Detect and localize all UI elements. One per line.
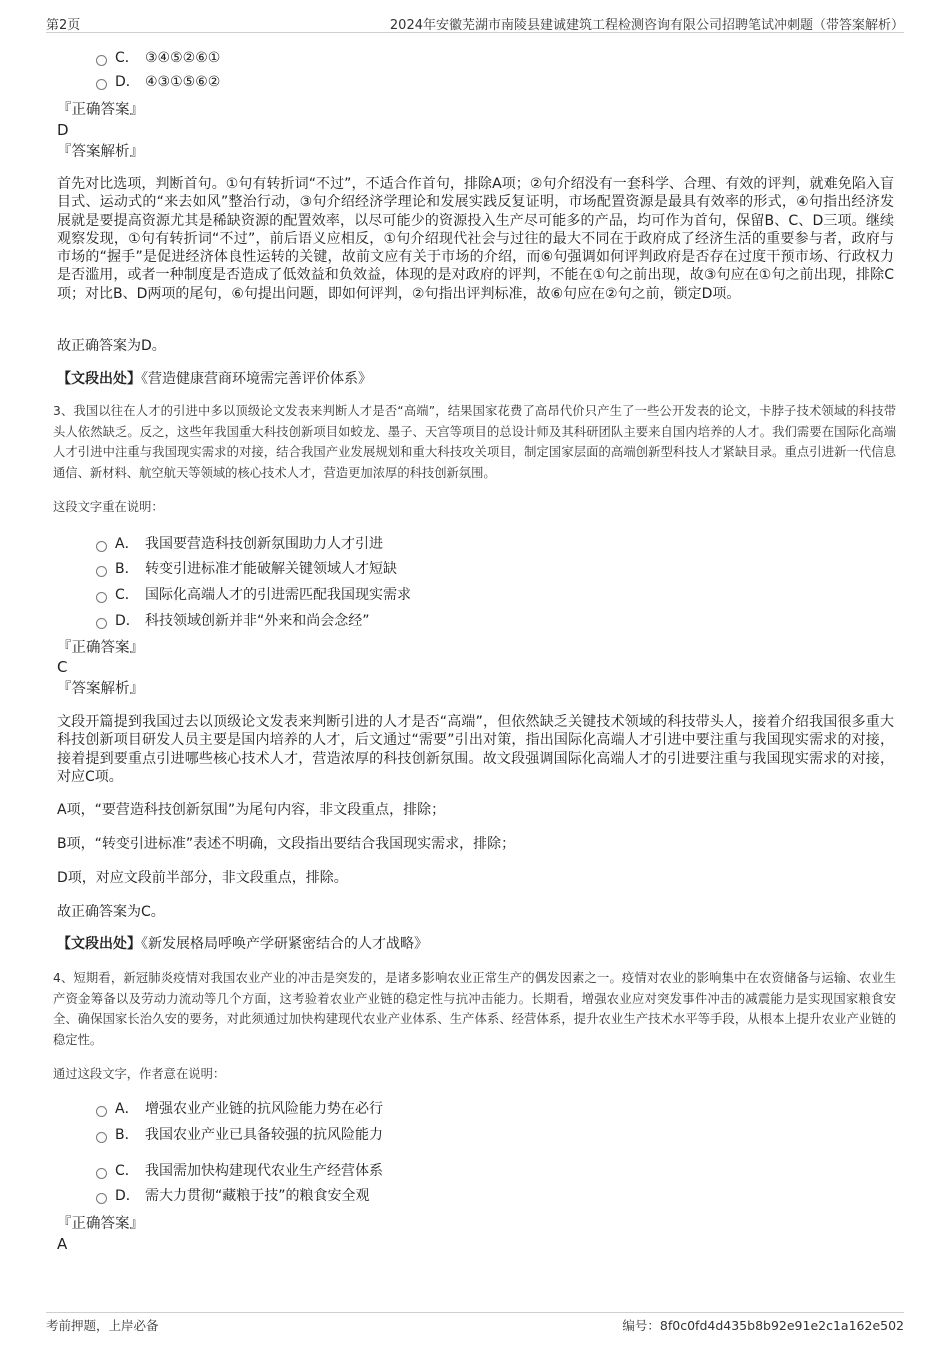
page-header xyxy=(46,14,904,33)
note-b: B项，“转变引进标准”表述不明确，文段指出要结合我国现实需求，排除； xyxy=(57,836,516,852)
page-number: 第2页 xyxy=(46,18,81,33)
radio-icon[interactable] xyxy=(96,592,107,603)
radio-icon[interactable] xyxy=(96,1106,107,1117)
answer-value: A xyxy=(57,1235,68,1253)
answer-value: C xyxy=(57,658,68,676)
q4-option-a[interactable]: A． 增强农业产业链的抗风险能力势在必行 xyxy=(96,1099,383,1119)
radio-icon[interactable] xyxy=(96,566,107,577)
conclusion: 故正确答案为C。 xyxy=(57,904,165,920)
analysis-text: 首先对比选项，判断首句。①句有转折词“不过”，不适合作首句，排除A项；②句介绍没有一套科学、合理、有效的评判，就难免陷入盲目式、运动式的“来去如风”整治行动，③句介绍经济学理论和发展实践反复证明，市场配置资源是最具有效率的形式，④句指出经济发展就是要提高资源尤其是稀缺资源的配置效率，以尽可能少的资源投入生产尽可能多的产品，均可作为首句，保留B、C、D三项。继续观察发现，①句有转折词“不过”，前后语义应相反，①句介绍现代社会与过往的最大不同在于政府成了经济生活的重要参与者，政府与市场的“握手”是促进经济体良性运转的关键，故前文应有关于市场的介绍，而⑥句强调如何评判政府是否存在过度干预市场、行政权力是否滥用，或者一种制度是否造成了低效益和负效益，体现的是对政府的评判，不能在①句之前出现，故③句应在①句之前出现，排除C项；对比B、D两项的尾句，⑥句提出问题，即如何评判，②句指出评判标准，故⑥句应在②句之前，锁定D项。 xyxy=(57,176,894,302)
conclusion: 故正确答案为D。 xyxy=(57,338,166,354)
document-title: 2024年安徽芜湖市南陵县建诚建筑工程检测咨询有限公司招聘笔试冲刺题（带答案解析） xyxy=(389,18,904,33)
radio-icon[interactable] xyxy=(96,618,107,629)
radio-icon[interactable] xyxy=(96,55,107,66)
answer-value: D xyxy=(57,121,69,139)
q3-option-c[interactable]: C． 国际化高端人才的引进需匹配我国现实需求 xyxy=(96,585,411,605)
radio-icon[interactable] xyxy=(96,79,107,90)
q4-option-d[interactable]: D． 需大力贯彻“藏粮于技”的粮食安全观 xyxy=(96,1186,370,1206)
q2-option-d[interactable]: D． ④③①⑤⑥② xyxy=(96,72,220,92)
analysis-text: 文段开篇提到我国过去以顶级论文发表来判断引进的人才是否“高端”，但依然缺乏关键技术领域的科技带头人，接着介绍我国很多重大科技创新项目研发人员主要是国内培养的人才，后文通过“需要”引出对策，指出国际化高端人才引进中要注重与我国现实需求的对接，接着提到要重点引进哪些核心技术人才，营造浓厚的科技创新氛围。故文段强调国际化高端人才的引进要注重与我国现实需求的对接，对应C项。 xyxy=(57,714,894,785)
radio-icon[interactable] xyxy=(96,1168,107,1179)
note-d: D项，对应文段前半部分，非文段重点，排除。 xyxy=(57,870,348,886)
radio-icon[interactable] xyxy=(96,541,107,552)
source-tag: 【文段出处】 xyxy=(57,936,141,952)
source-line xyxy=(57,934,428,954)
q3-option-d[interactable]: D． 科技领域创新并非“外来和尚会念经” xyxy=(96,611,370,631)
source-line xyxy=(57,369,372,389)
answer-label: 『正确答案』 xyxy=(57,640,144,656)
footer-slogan: 考前押题，上岸必备 xyxy=(46,1318,159,1333)
question-prompt: 通过这段文字，作者意在说明： xyxy=(53,1067,226,1081)
source-tag: 【文段出处】 xyxy=(57,371,141,387)
note-a: A项，“要营造科技创新氛围”为尾句内容，非文段重点，排除； xyxy=(57,802,446,818)
q4-option-c[interactable]: C． 我国需加快构建现代农业生产经营体系 xyxy=(96,1161,383,1181)
answer-label: 『正确答案』 xyxy=(57,1216,144,1232)
q3-option-a[interactable]: A． 我国要营造科技创新氛围助力人才引进 xyxy=(96,534,383,554)
source-title: 《新发展格局呼唤产学研紧密结合的人才战略》 xyxy=(141,936,428,952)
analysis-label: 『答案解析』 xyxy=(57,681,144,697)
q2-option-c[interactable]: C． ③④⑤②⑥① xyxy=(96,48,220,68)
footer-serial: 编号：8f0c0fd4d435b8b92e91e2c1a162e502 xyxy=(622,1318,904,1333)
radio-icon[interactable] xyxy=(96,1132,107,1143)
q3-option-b[interactable]: B． 转变引进标准才能破解关键领域人才短缺 xyxy=(96,559,397,579)
question-stem: 3、我国以往在人才的引进中多以顶级论文发表来判断人才是否“高端”，结果国家花费了高昂代价只产生了一些公开发表的论文，卡脖子技术领域的科技带头人依然缺乏。反之，这些年我国重大科技创新项目如蛟龙、墨子、天宫等项目的总设计师及其科研团队主要来自国内培养的人才。我们需要在国际化高端人才引进中注重与我国现实需求的对接，结合我国产业发展规划和重大科技攻关项目，制定国家层面的高端创新型科技人才紧缺目录。重点引进新一代信息通信、新材料、航空航天等领域的核心技术人才，营造更加浓厚的科技创新氛围。 xyxy=(53,404,896,480)
question-stem: 4、短期看，新冠肺炎疫情对我国农业产业的冲击是突发的，是诸多影响农业正常生产的偶发因素之一。疫情对农业的影响集中在农资储备与运输、农业生产资金筹备以及劳动力流动等几个方面，这考验着农业产业链的稳定性与抗冲击能力。长期看，增强农业应对突发事件冲击的减震能力是实现国家粮食安全、确保国家长治久安的要务，对此须通过加快构建现代农业产业体系、生产体系、经营体系，提升农业生产技术水平等手段，从根本上提升农业产业链的稳定性。 xyxy=(53,971,896,1047)
radio-icon[interactable] xyxy=(96,1193,107,1204)
analysis-label: 『答案解析』 xyxy=(57,144,144,160)
answer-label: 『正确答案』 xyxy=(57,102,144,118)
page-footer xyxy=(46,1312,904,1333)
source-title: 《营造健康营商环境需完善评价体系》 xyxy=(141,371,372,387)
question-prompt: 这段文字重在说明： xyxy=(53,500,164,514)
q4-option-b[interactable]: B． 我国农业产业已具备较强的抗风险能力 xyxy=(96,1125,383,1145)
